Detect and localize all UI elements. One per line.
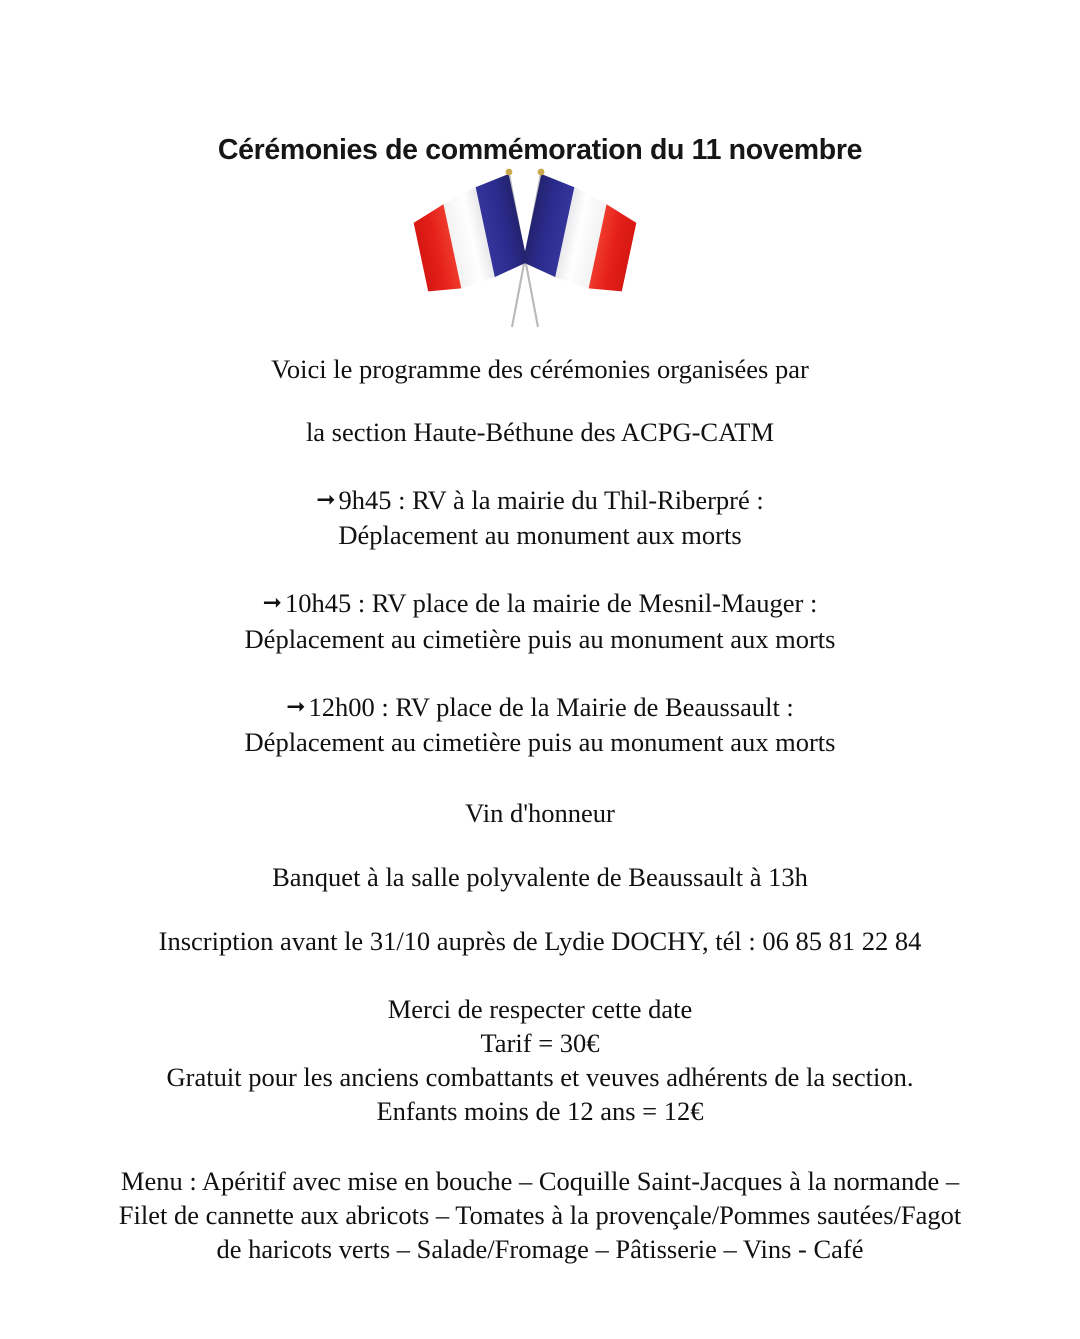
vin-honneur-line: Vin d'honneur bbox=[465, 798, 615, 829]
flag-finial-right bbox=[538, 169, 545, 176]
event-detail: Déplacement au cimetière puis au monument aux morts bbox=[244, 727, 836, 758]
menu-line-2: Filet de cannette aux abricots – Tomates à la provençale/Pommes sautées/Fagot bbox=[118, 1199, 962, 1230]
flag-left bbox=[408, 174, 530, 295]
flag-right bbox=[520, 174, 642, 295]
menu-line-3: de haricots verts – Salade/Fromage – Pâtisserie – Vins - Café bbox=[216, 1233, 864, 1264]
tarif-line-4: Enfants moins de 12 ans = 12€ bbox=[376, 1095, 704, 1126]
event-item-1 bbox=[0, 483, 1080, 553]
tarif-line-1: Merci de respecter cette date bbox=[387, 993, 693, 1024]
arrow-right-icon: ➞ bbox=[316, 486, 335, 513]
arrow-right-icon: ➞ bbox=[286, 693, 305, 720]
menu-line-1: Menu : Apéritif avec mise en bouche – Coquille Saint-Jacques à la normande – bbox=[120, 1165, 960, 1196]
menu-block bbox=[0, 1164, 1080, 1266]
flyer-body bbox=[0, 352, 1080, 1266]
event-headline: 10h45 : RV place de la mairie de Mesnil-Mauger : bbox=[284, 588, 818, 619]
tarif-block bbox=[0, 992, 1080, 1128]
event-item-2 bbox=[0, 586, 1080, 656]
crossed-french-flags-image bbox=[390, 160, 690, 340]
arrow-right-icon: ➞ bbox=[262, 590, 281, 617]
tarif-line-2: Tarif = 30€ bbox=[480, 1027, 600, 1058]
event-detail: Déplacement au monument aux morts bbox=[338, 520, 742, 551]
page-title: Cérémonies de commémoration du 11 novembre bbox=[217, 134, 863, 167]
event-headline: 12h00 : RV place de la Mairie de Beaussault : bbox=[308, 691, 794, 722]
event-detail: Déplacement au cimetière puis au monument aux morts bbox=[244, 623, 836, 654]
event-item-3 bbox=[0, 690, 1080, 760]
flag-finial-left bbox=[506, 169, 513, 176]
banquet-line: Banquet à la salle polyvalente de Beaussault à 13h bbox=[272, 861, 808, 892]
intro-line-1: Voici le programme des cérémonies organisées par bbox=[271, 354, 809, 384]
inscription-line: Inscription avant le 31/10 auprès de Lydie DOCHY, tél : 06 85 81 22 84 bbox=[158, 926, 922, 957]
intro-line-2: la section Haute-Béthune des ACPG-CATM bbox=[305, 417, 775, 448]
event-headline: 9h45 : RV à la mairie du Thil-Riberpré : bbox=[338, 484, 764, 515]
tarif-line-3: Gratuit pour les anciens combattants et veuves adhérents de la section. bbox=[166, 1061, 914, 1092]
